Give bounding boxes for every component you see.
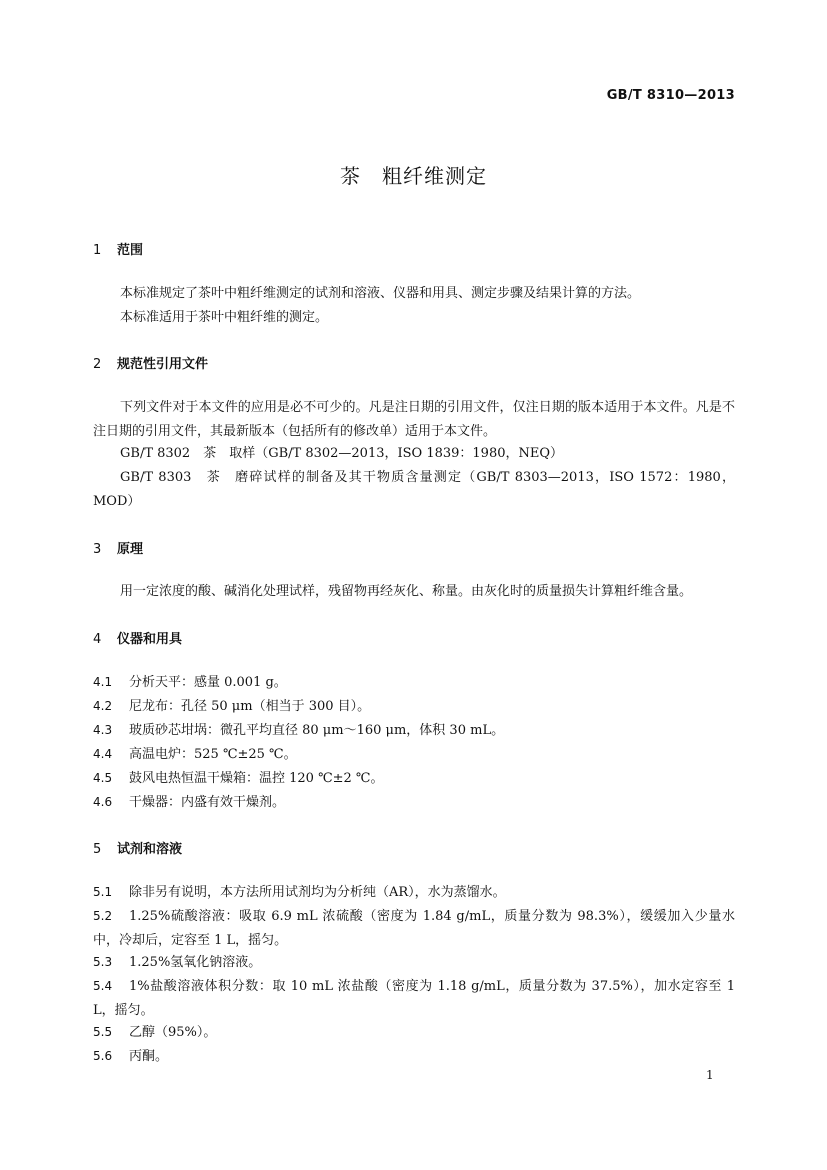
item-number: 5.4 — [93, 979, 113, 993]
section-title: 仪器和用具 — [117, 632, 183, 647]
item-number: 4.3 — [93, 723, 113, 737]
paragraph: 本标准规定了茶叶中粗纤维测定的试剂和溶液、仪器和用具、测定步骤及结果计算的方法。 — [120, 286, 641, 301]
section-heading-3 — [93, 538, 143, 557]
section-title: 原理 — [117, 542, 144, 557]
section-number: 3 — [93, 542, 102, 557]
section-title: 规范性引用文件 — [117, 357, 209, 372]
item-text: 除非另有说明，本方法所用试剂均为分析纯（AR），水为蒸馏水。 — [129, 885, 506, 900]
section-heading-1 — [93, 239, 143, 258]
normative-reference: GB/T 8303 茶 磨碎试样的制备及其干物质含量测定（GB/T 8303—2013，ISO 1572：1980，MOD） — [93, 470, 735, 509]
item-number: 5.6 — [93, 1049, 113, 1063]
section-heading-4 — [93, 628, 182, 647]
list-item — [93, 718, 735, 743]
item-text: 鼓风电热恒温干燥箱：温控 120 ℃±2 ℃。 — [129, 771, 384, 786]
standard-code: GB/T 8310—2013 — [606, 88, 735, 103]
item-text: 尼龙布：孔径 50 μm（相当于 300 目）。 — [129, 699, 371, 714]
item-text: 1.25%硫酸溶液：吸取 6.9 mL 浓硫酸（密度为 1.84 g/mL，质量分数为 98.3%），缓缓加入少量水中，冷却后，定容至 1 L，摇匀。 — [93, 909, 735, 948]
paragraph: 本标准适用于茶叶中粗纤维的测定。 — [120, 310, 329, 325]
section-number: 1 — [93, 243, 102, 258]
page-number: 1 — [706, 1068, 714, 1082]
list-item — [93, 950, 735, 975]
item-number: 4.5 — [93, 771, 113, 785]
list-item — [93, 1020, 735, 1045]
list-item — [93, 880, 735, 905]
paragraph: 下列文件对于本文件的应用是必不可少的。凡是注日期的引用文件，仅注日期的版本适用于本文件。凡是不注日期的引用文件，其最新版本（包括所有的修改单）适用于本文件。 — [93, 400, 735, 439]
section-title: 试剂和溶液 — [117, 842, 183, 857]
section-number: 4 — [93, 632, 102, 647]
item-text: 1%盐酸溶液体积分数：取 10 mL 浓盐酸（密度为 1.18 g/mL，质量分数为 37.5%），加水定容至 1 L，摇匀。 — [93, 979, 735, 1018]
section-heading-2 — [93, 353, 208, 372]
section-number: 5 — [93, 842, 102, 857]
item-number: 5.2 — [93, 909, 113, 923]
section-heading-5 — [93, 838, 182, 857]
normative-reference: GB/T 8302 茶 取样（GB/T 8302—2013，ISO 1839：1980，NEQ） — [120, 446, 564, 461]
item-number: 5.1 — [93, 885, 113, 899]
item-text: 玻质砂芯坩埚：微孔平均直径 80 μm～160 μm，体积 30 mL。 — [129, 723, 505, 738]
item-text: 高温电炉：525 ℃±25 ℃。 — [129, 747, 297, 762]
item-number: 5.5 — [93, 1025, 113, 1039]
item-number: 4.4 — [93, 747, 113, 761]
item-text: 丙酮。 — [129, 1049, 169, 1064]
item-number: 4.6 — [93, 795, 113, 809]
list-item — [93, 670, 735, 695]
section-title: 范围 — [117, 243, 144, 258]
item-text: 1.25%氢氧化钠溶液。 — [129, 955, 262, 970]
item-text: 乙醇（95%）。 — [129, 1025, 217, 1040]
section-number: 2 — [93, 357, 102, 372]
page-title: 茶 粗纤维测定 — [340, 164, 487, 188]
item-text: 干燥器：内盛有效干燥剂。 — [129, 795, 286, 810]
list-item — [93, 974, 735, 1023]
list-item — [93, 1044, 735, 1069]
item-text: 分析天平：感量 0.001 g。 — [129, 675, 287, 690]
item-number: 4.1 — [93, 675, 113, 689]
list-item — [93, 904, 735, 953]
paragraph: 用一定浓度的酸、碱消化处理试样，残留物再经灰化、称量。由灰化时的质量损失计算粗纤维含量。 — [120, 584, 693, 599]
list-item — [93, 790, 735, 815]
list-item — [93, 694, 735, 719]
list-item — [93, 742, 735, 767]
item-number: 5.3 — [93, 955, 113, 969]
item-number: 4.2 — [93, 699, 113, 713]
list-item — [93, 766, 735, 791]
